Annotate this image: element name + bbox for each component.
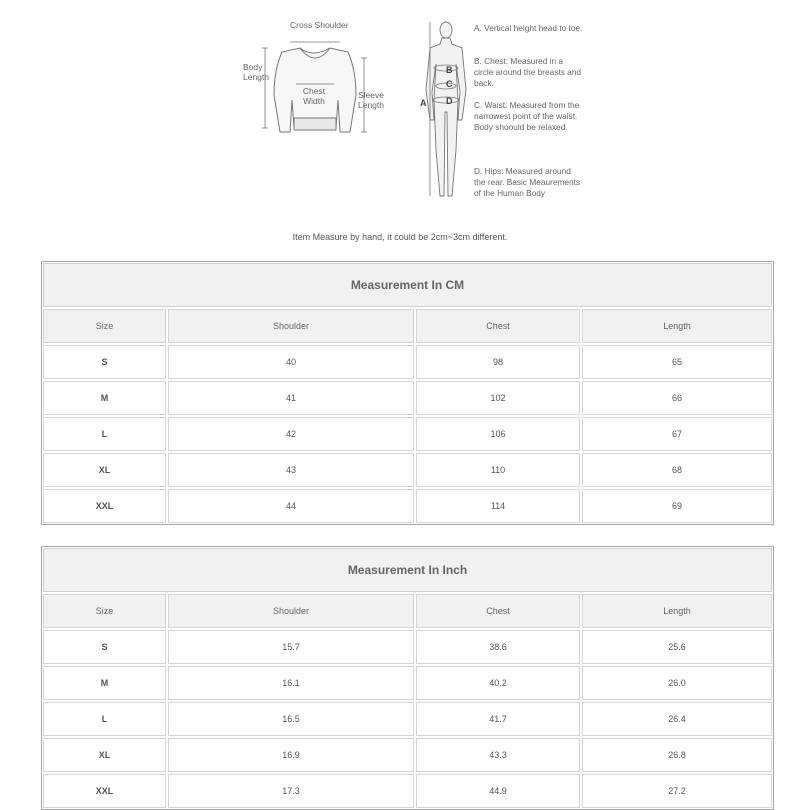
cell-size: L xyxy=(43,702,166,736)
cell-chest: 102 xyxy=(416,381,580,415)
cross-shoulder-label: Cross Shoulder xyxy=(290,20,349,30)
cell-length: 67 xyxy=(582,417,772,451)
cell-size: XL xyxy=(43,453,166,487)
table-header-row xyxy=(43,594,772,628)
cell-size: L xyxy=(43,417,166,451)
cell-shoulder: 43 xyxy=(168,453,414,487)
cell-size: S xyxy=(43,345,166,379)
chest-width-label: Chest Width xyxy=(302,86,326,106)
cell-length: 66 xyxy=(582,381,772,415)
cell-size: S xyxy=(43,630,166,664)
cell-chest: 106 xyxy=(416,417,580,451)
table-row xyxy=(43,489,772,523)
cell-chest: 110 xyxy=(416,453,580,487)
body-figure xyxy=(426,22,466,196)
cell-chest: 114 xyxy=(416,489,580,523)
cell-chest: 44.9 xyxy=(416,774,580,808)
table-row xyxy=(43,702,772,736)
cell-length: 69 xyxy=(582,489,772,523)
cell-chest: 40.2 xyxy=(416,666,580,700)
cell-shoulder: 42 xyxy=(168,417,414,451)
table-header-row xyxy=(43,309,772,343)
table-row xyxy=(43,774,772,808)
cell-shoulder: 16.5 xyxy=(168,702,414,736)
cell-length: 68 xyxy=(582,453,772,487)
cell-size: XXL xyxy=(43,489,166,523)
header-length: Length xyxy=(582,309,772,343)
cell-length: 26.4 xyxy=(582,702,772,736)
cell-shoulder: 16.1 xyxy=(168,666,414,700)
cell-chest: 98 xyxy=(416,345,580,379)
cell-length: 26.0 xyxy=(582,666,772,700)
cell-length: 27.2 xyxy=(582,774,772,808)
header-size: Size xyxy=(43,309,166,343)
cell-length: 65 xyxy=(582,345,772,379)
definition-b: B. Chest: Measured in a circle around the breasts and back. xyxy=(474,56,582,88)
cell-length: 25.6 xyxy=(582,630,772,664)
definition-c: C. Waist: Measured from the narrowest point of the waist. Body shoould be relaxed. xyxy=(474,100,580,132)
size-table-cm xyxy=(41,261,774,525)
cell-chest: 43.3 xyxy=(416,738,580,772)
definition-d: D. Hips: Measured around the rear. Basic Meaurements of the Human Body xyxy=(474,166,581,198)
cell-shoulder: 41 xyxy=(168,381,414,415)
header-chest: Chest xyxy=(416,309,580,343)
measurement-diagram xyxy=(0,0,800,242)
table-row xyxy=(43,381,772,415)
table-title: Measurement In Inch xyxy=(43,548,772,592)
cell-size: XXL xyxy=(43,774,166,808)
table-title: Measurement In CM xyxy=(43,263,772,307)
cell-shoulder: 17.3 xyxy=(168,774,414,808)
header-chest: Chest xyxy=(416,594,580,628)
letter-c: C xyxy=(446,79,453,89)
header-shoulder: Shoulder xyxy=(168,309,414,343)
cell-size: XL xyxy=(43,738,166,772)
letter-d: D xyxy=(446,96,453,106)
definition-a: A. Vertical height head to toe. xyxy=(474,23,583,33)
letter-b: B xyxy=(446,65,453,75)
table-row xyxy=(43,666,772,700)
table-row xyxy=(43,453,772,487)
body-length-label: Body Length xyxy=(243,62,269,82)
header-size: Size xyxy=(43,594,166,628)
cell-size: M xyxy=(43,381,166,415)
table-row xyxy=(43,738,772,772)
table-row xyxy=(43,417,772,451)
diagram-illustration xyxy=(0,0,800,225)
cell-length: 26.8 xyxy=(582,738,772,772)
cell-shoulder: 15.7 xyxy=(168,630,414,664)
cell-shoulder: 44 xyxy=(168,489,414,523)
table-row xyxy=(43,345,772,379)
cell-shoulder: 16.9 xyxy=(168,738,414,772)
cell-chest: 38.6 xyxy=(416,630,580,664)
size-table-inch xyxy=(41,546,774,810)
header-length: Length xyxy=(582,594,772,628)
letter-a: A xyxy=(420,98,427,108)
measure-note: Item Measure by hand, it could be 2cm~3cm different. xyxy=(292,232,508,242)
cell-chest: 41.7 xyxy=(416,702,580,736)
sleeve-length-label: Sleeve Length xyxy=(358,90,384,110)
cell-shoulder: 40 xyxy=(168,345,414,379)
header-shoulder: Shoulder xyxy=(168,594,414,628)
table-row xyxy=(43,630,772,664)
cell-size: M xyxy=(43,666,166,700)
